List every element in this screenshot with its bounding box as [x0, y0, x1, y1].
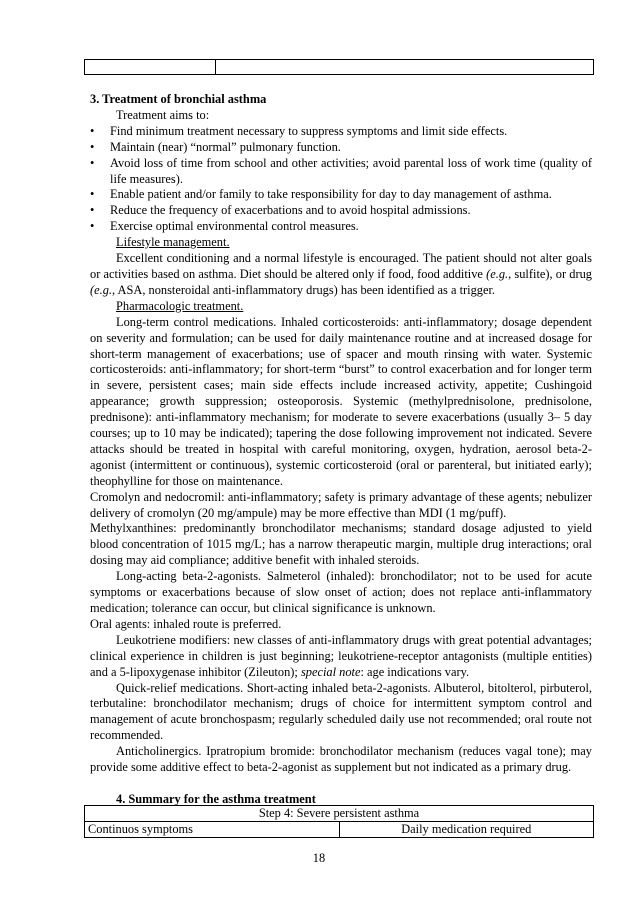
section-heading-summary: 4. Summary for the asthma treatment	[116, 791, 316, 806]
paragraph-methylxanthines: Methylxanthines: predominantly bronchodilator mechanisms; standard dosage adjusted to yield blood concentration of 1015 mg/L; has a narrow therapeutic margin, multiple drug interactions; oral dosing may aid compliance; additive benefit with inhaled steroids.	[90, 521, 592, 568]
table-cell	[216, 60, 594, 75]
paragraph-quick-relief: Quick-relief medications. Short-acting inhaled beta-2-agonists. Albuterol, bitolterol, pirbuterol, terbutaline: bronchodilator mechanism; drugs of choice for intermittent symptom control and management of acute bronchospasm; regularly scheduled daily use not recommended; oral route not recommended.	[90, 680, 592, 743]
list-item: • Avoid loss of time from school and other activities; avoid parental loss of work time (quality of life measures).	[90, 155, 592, 186]
table-row	[85, 822, 594, 838]
bullet-icon: •	[90, 139, 95, 154]
page-number: 18	[312, 851, 326, 865]
list-item: • Reduce the frequency of exacerbations and to avoid hospital admissions.	[90, 203, 471, 218]
paragraph-anticholinergics: Anticholinergics. Ipratropium bromide: bronchodilator mechanism (reduces vagal tone); may provide some additive effect to beta-2-agonist as supplement but not indicated as a primary drug.	[90, 744, 592, 775]
subheading-pharmacologic: Pharmacologic treatment.	[116, 298, 244, 313]
table-cell	[85, 60, 216, 75]
table-row	[85, 806, 594, 822]
list-item: • Enable patient and/or family to take responsibility for day to day management of asthma.	[90, 187, 552, 202]
subheading-lifestyle: Lifestyle management.	[116, 235, 230, 250]
paragraph-oral-agents: Oral agents: inhaled route is preferred.	[90, 616, 282, 631]
list-item: • Exercise optimal environmental control measures.	[90, 219, 359, 234]
paragraph-cromolyn: Cromolyn and nedocromil: anti-inflammatory; safety is primary advantage of these agents; nebulizer delivery of cromolyn (20 mg/ampule) may be more effective than MDI (1 mg/puff).	[90, 489, 592, 520]
list-item: • Find minimum treatment necessary to suppress symptoms and limit side effects.	[90, 123, 508, 138]
document-body	[90, 92, 592, 808]
bullet-icon: •	[90, 187, 95, 202]
paragraph-longterm: Long-term control medications. Inhaled corticosteroids: anti-inflammatory; dosage dependent on severity and formulation; can be used for daily maintenance routine and at increased dosage for short-term management of exacerbations; use of spacer and mouth rinsing with water. Systemic corticosteroids: anti-inflammatory; for short-term “burst” to control exacerbation and for longer term in severe, persistent cases; main side effects include increased activity, appetite; Cushingoid appearance; growth suppression; osteoporosis. Systemic (methylprednisolone, prednisolone, prednisone): anti-inflammatory mechanism; for moderate to severe exacerbations (usually 3– 5 day courses; up to 10 may be indicated); tapering the dose following improvement not indicated. Severe attacks should be treated in hospital with careful monitoring, oxygen, hydration, aerosol beta-2-agonist (intermittent or continuous), systemic corticosteroid (oral or parenteral, but initiated early); theophylline for those on maintenance.	[90, 314, 592, 488]
paragraph-leukotriene: Leukotriene modifiers: new classes of anti-inflammatory drugs with great potential advantages; clinical experience in children is just beginning; leukotriene-receptor antagonists (multiple entities) and a 5-lipoxygenase inhibitor (Zileuton); special note: age indications vary.	[90, 632, 592, 679]
paragraph-lifestyle: Excellent conditioning and a normal lifestyle is encouraged. The patient should not alter goals or activities based on asthma. Diet should be altered only if food, food additive (e.g., sulfite), or drug (e.g., ASA, nonsteroidal anti-inflammatory drugs) has been identified as a trigger.	[90, 251, 592, 297]
aims-list	[90, 124, 592, 235]
aims-intro: Treatment aims to:	[116, 107, 210, 122]
bullet-icon: •	[90, 155, 95, 170]
bullet-icon: •	[90, 123, 95, 138]
section-heading: 3. Treatment of bronchial asthma	[90, 92, 267, 106]
top-table-fragment	[84, 59, 594, 75]
table-header-cell: Step 4: Severe persistent asthma	[85, 806, 594, 822]
table-cell: Continuos symptoms	[85, 822, 340, 838]
summary-table	[84, 805, 594, 838]
bullet-icon: •	[90, 203, 95, 218]
list-item: • Maintain (near) “normal” pulmonary function.	[90, 139, 341, 154]
paragraph-laba: Long-acting beta-2-agonists. Salmeterol (inhaled): bronchodilator; not to be used for acute symptoms or exacerbations because of slow onset of action; does not replace anti-inflammatory medication; tolerance can occur, but clinical significance is unknown.	[90, 569, 592, 615]
bullet-icon: •	[90, 219, 95, 234]
table-cell: Daily medication required	[339, 822, 594, 838]
